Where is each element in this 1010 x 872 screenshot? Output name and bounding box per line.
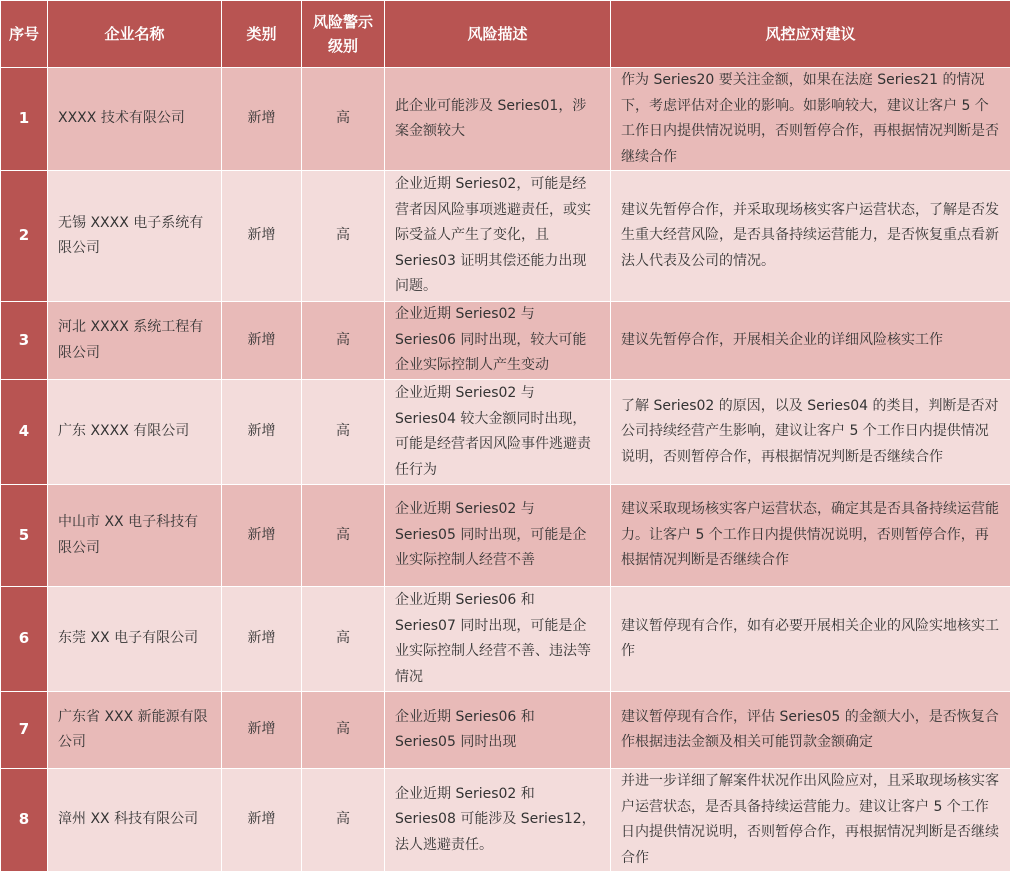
- row-category: 新增: [222, 302, 302, 380]
- row-level: 高: [302, 380, 385, 485]
- table-row: [1, 769, 1010, 872]
- row-category: 新增: [222, 171, 302, 302]
- table-row: [1, 587, 1010, 692]
- header-company: 企业名称: [48, 1, 222, 68]
- row-level: 高: [302, 769, 385, 872]
- row-company: 无锡 XXXX 电子系统有限公司: [48, 171, 222, 302]
- row-category: 新增: [222, 692, 302, 769]
- row-advice: 建议先暂停合作，开展相关企业的详细风险核实工作: [611, 302, 1010, 380]
- row-company: 河北 XXXX 系统工程有限公司: [48, 302, 222, 380]
- row-level: 高: [302, 587, 385, 692]
- row-company: 东莞 XX 电子有限公司: [48, 587, 222, 692]
- row-description: 企业近期 Series02 与 Series04 较大金额同时出现，可能是经营者因风险事件逃避责任行为: [385, 380, 611, 485]
- row-index: 2: [1, 171, 48, 302]
- header-index: 序号: [1, 1, 48, 68]
- table-header-row: [1, 1, 1010, 68]
- row-index: 3: [1, 302, 48, 380]
- row-category: 新增: [222, 769, 302, 872]
- row-index: 6: [1, 587, 48, 692]
- table-row: [1, 302, 1010, 380]
- row-index: 8: [1, 769, 48, 872]
- row-advice: 并进一步详细了解案件状况作出风险应对，且采取现场核实客户运营状态，是否具备持续运营能力。建议让客户 5 个工作日内提供情况说明，否则暂停合作，再根据情况判断是否继续合作: [611, 769, 1010, 872]
- row-index: 1: [1, 68, 48, 171]
- row-advice: 了解 Series02 的原因，以及 Series04 的类目，判断是否对公司持续经营产生影响，建议让客户 5 个工作日内提供情况说明，否则暂停合作，再根据情况判断是否继续合作: [611, 380, 1010, 485]
- row-company: 广东 XXXX 有限公司: [48, 380, 222, 485]
- row-description: 企业近期 Series02 与 Series06 同时出现，较大可能企业实际控制人产生变动: [385, 302, 611, 380]
- row-description: 企业近期 Series02 和 Series08 可能涉及 Series12，法人逃避责任。: [385, 769, 611, 872]
- row-description: 企业近期 Series02，可能是经营者因风险事项逃避责任，或实际受益人产生了变化，且 Series03 证明其偿还能力出现问题。: [385, 171, 611, 302]
- row-index: 7: [1, 692, 48, 769]
- row-description: 企业近期 Series02 与 Series05 同时出现，可能是企业实际控制人经营不善: [385, 485, 611, 587]
- table-row: [1, 68, 1010, 171]
- row-level: 高: [302, 171, 385, 302]
- row-advice: 建议暂停现有合作，评估 Series05 的金额大小，是否恢复合作根据违法金额及相关可能罚款金额确定: [611, 692, 1010, 769]
- row-advice: 建议采取现场核实客户运营状态，确定其是否具备持续运营能力。让客户 5 个工作日内提供情况说明，否则暂停合作，再根据情况判断是否继续合作: [611, 485, 1010, 587]
- row-company: 中山市 XX 电子科技有限公司: [48, 485, 222, 587]
- row-level: 高: [302, 485, 385, 587]
- row-category: 新增: [222, 68, 302, 171]
- row-description: 企业近期 Series06 和 Series07 同时出现，可能是企业实际控制人经营不善、违法等情况: [385, 587, 611, 692]
- table-row: [1, 692, 1010, 769]
- row-company: 广东省 XXX 新能源有限公司: [48, 692, 222, 769]
- header-description: 风险描述: [385, 1, 611, 68]
- row-description: 此企业可能涉及 Series01，涉案金额较大: [385, 68, 611, 171]
- row-level: 高: [302, 302, 385, 380]
- row-index: 5: [1, 485, 48, 587]
- row-company: 漳州 XX 科技有限公司: [48, 769, 222, 872]
- row-index: 4: [1, 380, 48, 485]
- table-row: [1, 171, 1010, 302]
- row-company: XXXX 技术有限公司: [48, 68, 222, 171]
- row-description: 企业近期 Series06 和 Series05 同时出现: [385, 692, 611, 769]
- table-row: [1, 485, 1010, 587]
- header-advice: 风控应对建议: [611, 1, 1010, 68]
- header-category: 类别: [222, 1, 302, 68]
- row-category: 新增: [222, 485, 302, 587]
- row-category: 新增: [222, 587, 302, 692]
- header-level: 风险警示级别: [302, 1, 385, 68]
- table-row: [1, 380, 1010, 485]
- row-category: 新增: [222, 380, 302, 485]
- row-advice: 作为 Series20 要关注金额，如果在法庭 Series21 的情况下，考虑评估对企业的影响。如影响较大，建议让客户 5 个工作日内提供情况说明，否则暂停合作，再根据情况判断是否继续合作: [611, 68, 1010, 171]
- row-level: 高: [302, 692, 385, 769]
- row-advice: 建议暂停现有合作，如有必要开展相关企业的风险实地核实工作: [611, 587, 1010, 692]
- row-level: 高: [302, 68, 385, 171]
- row-advice: 建议先暂停合作，并采取现场核实客户运营状态，了解是否发生重大经营风险，是否具备持续运营能力，是否恢复重点看新法人代表及公司的情况。: [611, 171, 1010, 302]
